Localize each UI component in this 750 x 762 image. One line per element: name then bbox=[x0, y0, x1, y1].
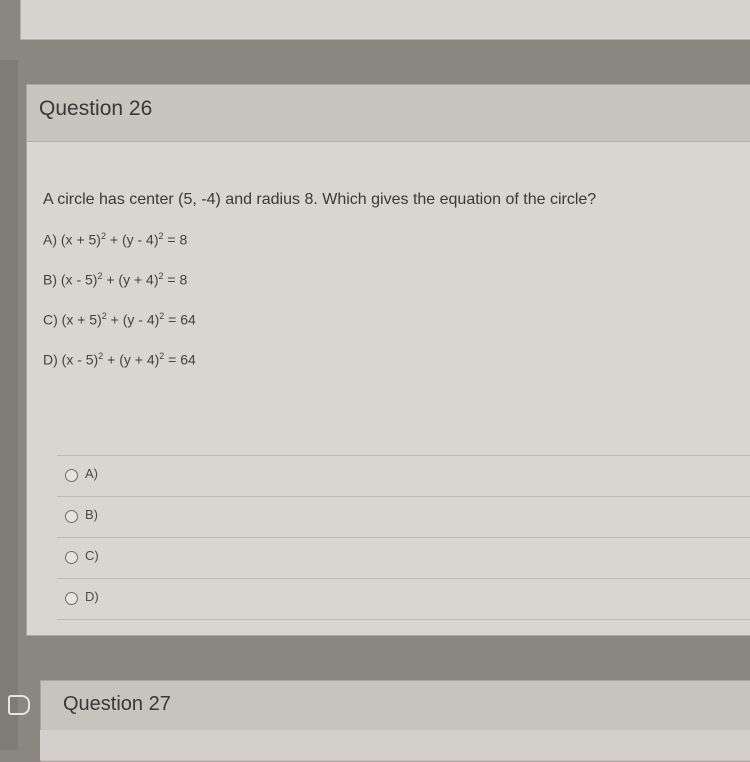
radio-button[interactable] bbox=[65, 592, 78, 605]
answer-option-c[interactable] bbox=[57, 537, 750, 578]
choice-line-b: B) $(x - 5)^2 + (y + 4)^2 = 8$ bbox=[43, 271, 188, 288]
question-27-title: Question 27 bbox=[63, 693, 171, 715]
choice-line-d: D) $(x - 5)^2 + (y + 4)^2 = 64$ bbox=[43, 351, 196, 368]
answer-option-b[interactable] bbox=[57, 496, 750, 537]
radio-button[interactable] bbox=[65, 469, 78, 482]
answer-label: D) bbox=[85, 589, 99, 604]
left-gutter bbox=[0, 60, 18, 750]
radio-button[interactable] bbox=[65, 510, 78, 523]
answer-label: A) bbox=[85, 466, 98, 481]
radio-button[interactable] bbox=[65, 551, 78, 564]
choice-line-a: A) $(x + 5)^2 + (y - 4)^2 = 8$ bbox=[43, 231, 188, 248]
question-title: Question 26 bbox=[39, 97, 153, 120]
question-27-body bbox=[40, 730, 750, 760]
previous-question-card bbox=[20, 0, 750, 40]
choice-line-c: C) $(x + 5)^2 + (y - 4)^2 = 64$ bbox=[43, 311, 196, 328]
answer-option-d[interactable] bbox=[57, 578, 750, 620]
question-26-card bbox=[26, 84, 750, 636]
answer-options bbox=[57, 455, 750, 620]
answer-label: B) bbox=[85, 507, 98, 522]
answer-option-a[interactable] bbox=[57, 455, 750, 496]
question-text: A circle has center (5, -4) and radius 8. Which gives the equation of the circle? bbox=[43, 191, 597, 208]
answer-label: C) bbox=[85, 548, 99, 563]
flag-icon[interactable] bbox=[8, 695, 30, 715]
question-header bbox=[27, 85, 750, 142]
